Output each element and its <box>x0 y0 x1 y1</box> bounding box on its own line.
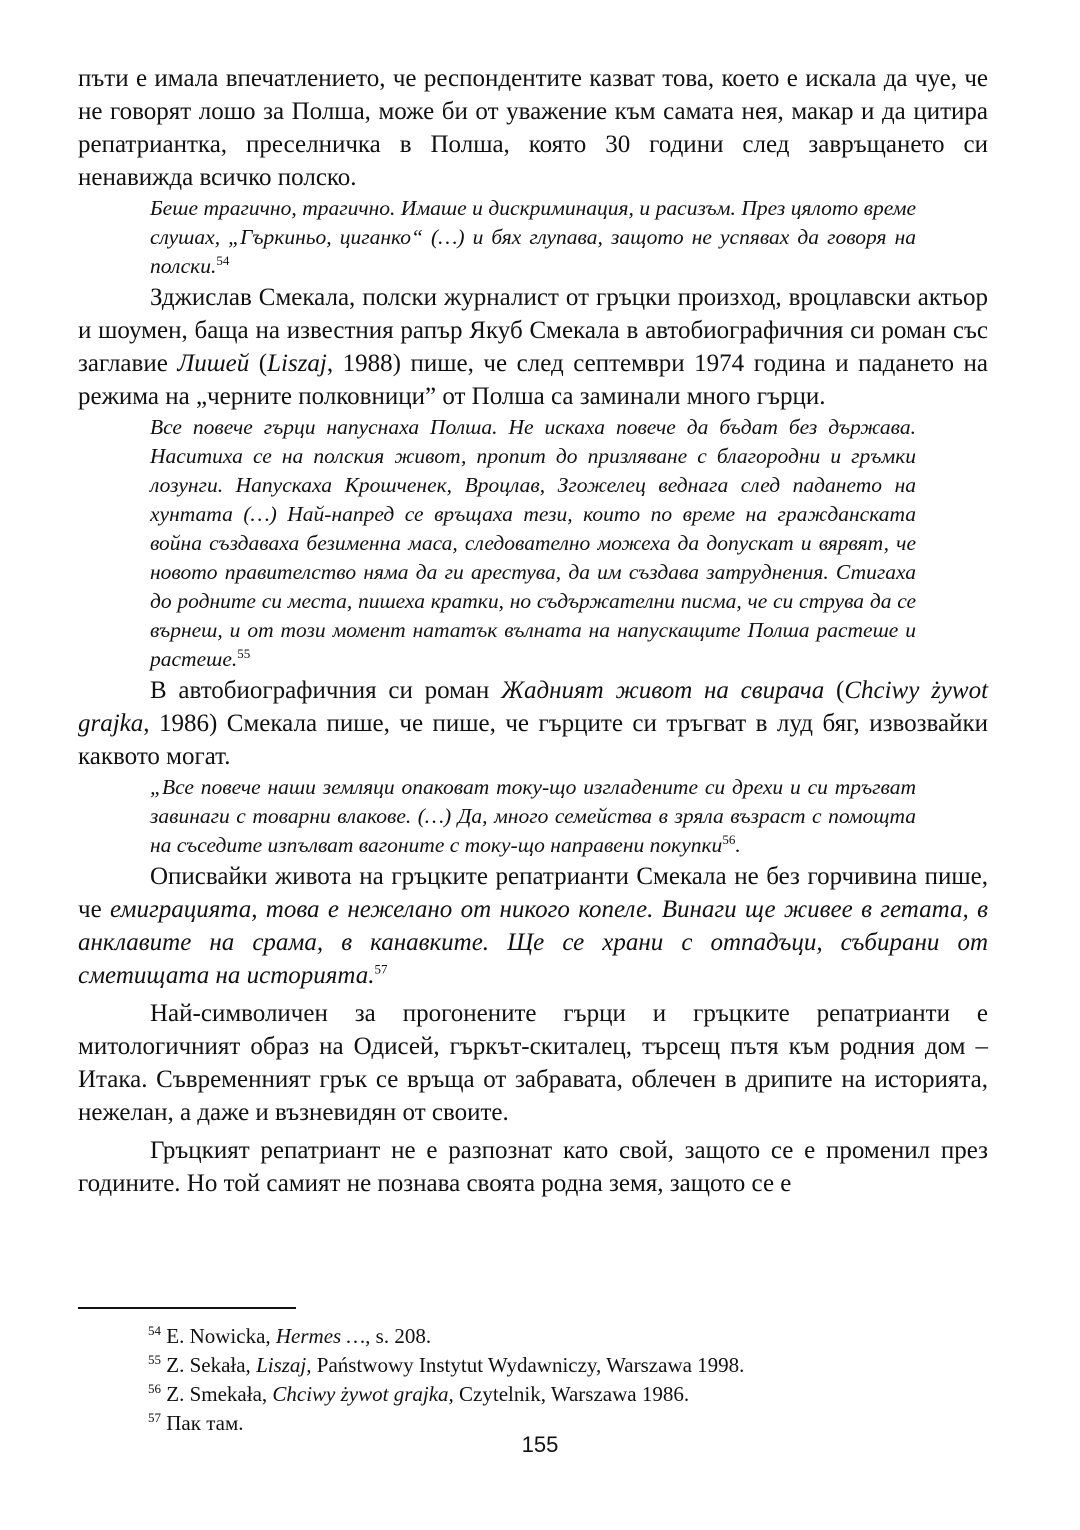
paragraph-text: пъти е имала впечатлението, че респондентите казват това, което е искала да чуе, че не говорят лошо за Полша, може би от уважение към самата нея, макар и да цитира репатриантка, преселничка в Полша, която 30 години след завръщането си ненавижда всичко полско. <box>78 65 988 191</box>
quote-1 <box>150 194 916 281</box>
footnote-text: E. Nowicka, <box>161 1324 276 1348</box>
paragraph-text: Гръцкият репатриант не е разпознат като свой, защото се е променил през годините. Но той самият не познава своята родна земя, защото се е <box>78 1137 988 1197</box>
quote-text: Беше трагично, трагично. Имаше и дискриминация, и расизъм. През цялото време слушах, „Гъркиньо, циганко“ (…) и бях глупава, защото не успявах да говоря на полски. <box>150 196 916 278</box>
paragraph-5 <box>78 997 988 1129</box>
footnote-text: Czytelnik, Warszawa 1986. <box>453 1382 690 1406</box>
paragraph-text: , 1986) Смекала пише, че пише, че гърците си тръгват в луд бяг, извозвайки каквото могат. <box>78 710 988 770</box>
footnote-text: Z. Sekała, <box>161 1353 257 1377</box>
footnote-text: Z. Smekała, <box>161 1382 273 1406</box>
paragraph-text: В автобиографичния си роман <box>150 677 502 704</box>
paragraph-1 <box>78 62 988 194</box>
footnote-text: Пак там. <box>161 1411 244 1435</box>
footnote-55 <box>148 1351 988 1380</box>
inline-quote: емиграцията, това е нежелано от никого копеле. Винаги ще живее в гетата, в анклавите на срама, в канавките. Ще се храни с отпадъци, събирани от сметищата на историята. <box>78 896 988 989</box>
footnote-ref-54[interactable]: 54 <box>216 252 230 268</box>
footnote-separator <box>78 1307 296 1309</box>
footnote-54 <box>148 1322 988 1351</box>
footnote-number: 54 <box>148 1323 161 1338</box>
quote-text: Все повече гърци напуснаха Полша. Не искаха повече да бъдат без държава. Наситиха се на полския живот, пропит до призляване с благородни и гръмки лозунги. Напускаха Крошченек, Вроцлав, Згожелец веднага след падането на хунтата (…) Най-напред се връщаха тези, които по време на гражданската война създаваха безименна маса, следователно можеха да допускат и вярвят, че новото правителство няма да ги арестува, да им създава затруднения. Стигаха до родните си места, пишеха кратки, но съдържателни писма, че си струва да се върнеш, и от този момент нататък вълната на напускащите Полша растеше и растеше. <box>150 415 916 671</box>
page-body <box>78 62 988 1200</box>
footnote-ref-55[interactable]: 55 <box>237 645 251 661</box>
quote-text: . <box>735 833 741 857</box>
footnote-number: 55 <box>148 1352 161 1367</box>
footnotes <box>148 1322 988 1438</box>
paragraph-text: ( <box>249 350 268 377</box>
paragraph-3 <box>78 674 988 773</box>
paragraph-6 <box>78 1134 988 1200</box>
quote-text: „Все повече наши земляци опаковат току-що изгладените си дрехи и си тръгват завинаги с товарни влакове. (…) Да, много семейства в зряла възраст с помощта на съседите изпълват вагоните с току-що направени покупки <box>150 775 916 857</box>
footnote-title: Chciwy żywot grajka, <box>272 1382 454 1406</box>
footnote-text: s. 208. <box>370 1324 432 1348</box>
quote-3 <box>150 773 916 860</box>
paragraph-text: Зджислав Смекала, полски журналист от гръцки произход, вроцлавски актьор и шоумен, баща на известния рапър Якуб Смекала в автобиографичния си роман със заглавие <box>78 284 988 377</box>
book-title: Лишей <box>177 350 250 377</box>
footnote-ref-57[interactable]: 57 <box>374 961 388 977</box>
footnote-title: Hermes …, <box>275 1324 371 1348</box>
book-original-title: Liszaj <box>267 350 327 377</box>
footnote-title: Liszaj, <box>256 1353 312 1377</box>
footnote-number: 56 <box>148 1381 161 1396</box>
footnote-56 <box>148 1380 988 1409</box>
footnote-text: Państwowy Instytut Wydawniczy, Warszawa 1998. <box>311 1353 745 1377</box>
paragraph-2 <box>78 281 988 413</box>
paragraph-text: Описвайки живота на гръцките репатрианти Смекала не без горчивина пише, че <box>78 863 988 923</box>
footnote-number: 57 <box>148 1410 161 1425</box>
paragraph-text: , 1988) пише, че след септември 1974 година и падането на режима на „черните полковници” от Полша са заминали много гърци. <box>78 350 989 410</box>
footnote-ref-56[interactable]: 56 <box>722 831 736 847</box>
paragraph-text: Най-символичен за прогонените гърци и гръцките репатрианти е митологичният образ на Одисей, гъркът-скиталец, търсещ пътя към родния дом – Итака. Съвременният грък се връща от забравата, облечен в дрипите на историята, нежелан, а даже и възневидян от своите. <box>78 1000 988 1126</box>
paragraph-4 <box>78 860 988 992</box>
book-original-title: Chciwy żywot grajka <box>78 677 989 737</box>
quote-2 <box>150 413 916 674</box>
book-title: Жадният живот на свирача <box>501 677 825 704</box>
page-number: 155 <box>521 1432 559 1457</box>
paragraph-text: ( <box>824 677 845 704</box>
